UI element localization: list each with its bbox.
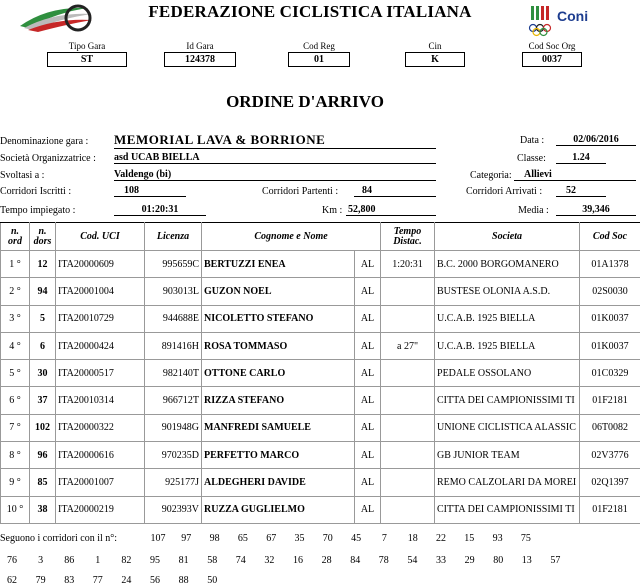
row-name: MANFREDI SAMUELE [202, 414, 355, 441]
table-row [1, 305, 640, 332]
row-name: RIZZA STEFANO [202, 387, 355, 414]
following-number: 24 [121, 575, 132, 586]
following-number: 16 [293, 555, 303, 566]
row-dors: 38 [30, 496, 56, 523]
row-societa: BUSTESE OLONIA A.S.D. [435, 278, 580, 305]
row-societa: B.C. 2000 BORGOMANERO [435, 251, 580, 278]
cod-soc-org-value: 0037 [522, 52, 582, 67]
row-dors: 102 [30, 414, 56, 441]
following-number: 97 [181, 533, 192, 544]
col-licenza: Licenza [145, 223, 202, 251]
row-licenza: 995659C [145, 251, 202, 278]
following-number: 82 [121, 555, 132, 566]
following-number: 35 [294, 533, 305, 544]
row-licenza: 982140T [145, 360, 202, 387]
row-name: ROSA TOMMASO [202, 332, 355, 359]
row-name: PERFETTO MARCO [202, 442, 355, 469]
row-dors: 6 [30, 332, 56, 359]
row-tempo: 1:20:31 [381, 251, 435, 278]
tempo-value: 01:20:31 [114, 204, 206, 216]
row-name: ALDEGHERI DAVIDE [202, 469, 355, 496]
table-row [1, 414, 640, 441]
following-number: 88 [178, 575, 189, 586]
row-naz: AL [355, 414, 381, 441]
row-ord: 7 ° [1, 414, 30, 441]
table-row [1, 387, 640, 414]
col-ord: n. ord [1, 223, 30, 251]
row-tempo [381, 360, 435, 387]
partenti-label: Corridori Partenti : [262, 186, 339, 197]
following-number: 1 [95, 555, 101, 566]
following-number: 86 [64, 555, 75, 566]
col-uci: Cod. UCI [56, 223, 145, 251]
row-uci: ITA20010314 [56, 387, 145, 414]
row-uci: ITA20001007 [56, 469, 145, 496]
id-gara-value: 124378 [164, 52, 236, 67]
following-number: 22 [436, 533, 446, 544]
categoria-label: Categoria: [470, 170, 512, 181]
row-uci: ITA20010729 [56, 305, 145, 332]
row-dors: 12 [30, 251, 56, 278]
km-value: 52,800 [346, 204, 436, 216]
row-uci: ITA20000219 [56, 496, 145, 523]
row-naz: AL [355, 442, 381, 469]
following-number: 56 [150, 575, 160, 586]
row-codsoc: 01C0329 [580, 360, 640, 387]
row-codsoc: 01F2181 [580, 496, 640, 523]
following-label: Seguono i corridori con il n°: [0, 533, 118, 544]
row-tempo [381, 442, 435, 469]
row-ord: 6 ° [1, 387, 30, 414]
tempo-label: Tempo impiegato : [0, 205, 76, 216]
following-number: 76 [7, 555, 17, 566]
row-tempo: a 27" [381, 332, 435, 359]
following-number: 65 [237, 533, 248, 544]
row-name: OTTONE CARLO [202, 360, 355, 387]
row-name: BERTUZZI ENEA [202, 251, 355, 278]
row-licenza: 902393V [145, 496, 202, 523]
row-dors: 96 [30, 442, 56, 469]
row-dors: 85 [30, 469, 56, 496]
row-societa: CITTA DEI CAMPIONISSIMI TI [435, 387, 580, 414]
cod-soc-org-label: Cod Soc Org [528, 41, 576, 51]
row-tempo [381, 469, 435, 496]
row-codsoc: 02V3776 [580, 442, 640, 469]
row-naz: AL [355, 469, 381, 496]
row-codsoc: 01A1378 [580, 251, 640, 278]
following-number: 33 [436, 555, 446, 566]
row-uci: ITA20000517 [56, 360, 145, 387]
following-number: 75 [520, 533, 531, 544]
coni-logo [527, 4, 587, 38]
following-number: 15 [464, 533, 475, 544]
row-tempo [381, 278, 435, 305]
row-codsoc: 01F2181 [580, 387, 640, 414]
cod-reg-label: Cod Reg [303, 41, 335, 51]
following-number: 50 [207, 575, 218, 586]
id-gara-label: Id Gara [186, 41, 214, 51]
following-number: 18 [407, 533, 418, 544]
following-number: 7 [381, 533, 387, 544]
row-naz: AL [355, 387, 381, 414]
row-societa: REMO CALZOLARI DA MOREI [435, 469, 580, 496]
denominazione-label: Denominazione gara : [0, 136, 89, 147]
table-row [1, 469, 640, 496]
tipo-gara-label: Tipo Gara [68, 41, 106, 51]
following-number: 79 [35, 575, 46, 586]
document-title: ORDINE D'ARRIVO [226, 92, 384, 111]
table-row [1, 496, 640, 523]
row-licenza: 970235D [145, 442, 202, 469]
iscritti-label: Corridori Iscritti : [0, 186, 72, 197]
row-naz: AL [355, 332, 381, 359]
row-ord: 8 ° [1, 442, 30, 469]
following-number: 13 [521, 555, 532, 566]
following-number: 58 [207, 555, 218, 566]
classe-value: 1.24 [556, 152, 606, 164]
row-uci: ITA20000616 [56, 442, 145, 469]
svolta-value: Valdengo (bi) [114, 169, 436, 181]
row-naz: AL [355, 360, 381, 387]
following-number: 81 [178, 555, 189, 566]
row-licenza: 903013L [145, 278, 202, 305]
row-name: NICOLETTO STEFANO [202, 305, 355, 332]
row-name: GUZON NOEL [202, 278, 355, 305]
col-nome: Cognome e Nome [202, 223, 381, 251]
cod-reg-value: 01 [288, 52, 350, 67]
table-row [1, 442, 640, 469]
following-number: 74 [235, 555, 246, 566]
row-codsoc: 06T0082 [580, 414, 640, 441]
row-name: RUZZA GUGLIELMO [202, 496, 355, 523]
societa-value: asd UCAB BIELLA [114, 152, 436, 164]
following-number: 80 [493, 555, 504, 566]
col-tempo: Tempo Distac. [381, 223, 435, 251]
row-tempo [381, 305, 435, 332]
denominazione-value: MEMORIAL LAVA & BORRIONE [114, 132, 436, 149]
following-number: 70 [322, 533, 333, 544]
following-number: 67 [266, 533, 277, 544]
tipo-gara-value: ST [47, 52, 127, 67]
coni-label: Coni [557, 8, 589, 24]
societa-label: Società Organizzatrice : [0, 153, 96, 164]
data-value: 02/06/2016 [556, 134, 636, 146]
following-number: 83 [64, 575, 75, 586]
data-label: Data : [520, 135, 545, 146]
arrivati-label: Corridori Arrivati : [466, 186, 543, 197]
row-codsoc: 02S0030 [580, 278, 640, 305]
following-number: 32 [264, 555, 275, 566]
cin-value: K [405, 52, 465, 67]
row-ord: 2 ° [1, 278, 30, 305]
row-tempo [381, 414, 435, 441]
row-societa: U.C.A.B. 1925 BIELLA [435, 332, 580, 359]
table-row [1, 251, 640, 278]
media-label: Media : [518, 205, 549, 216]
row-societa: GB JUNIOR TEAM [435, 442, 580, 469]
following-number: 78 [378, 555, 389, 566]
partenti-value: 84 [354, 185, 436, 197]
row-licenza: 891416H [145, 332, 202, 359]
row-ord: 9 ° [1, 469, 30, 496]
row-uci: ITA20000322 [56, 414, 145, 441]
km-label: Km : [322, 205, 343, 216]
row-naz: AL [355, 305, 381, 332]
row-societa: UNIONE CICLISTICA ALASSIC [435, 414, 580, 441]
row-codsoc: 01K0037 [580, 332, 640, 359]
following-number: 95 [150, 555, 160, 566]
row-tempo [381, 387, 435, 414]
table-row [1, 360, 640, 387]
row-codsoc: 02Q1397 [580, 469, 640, 496]
row-licenza: 944688E [145, 305, 202, 332]
table-row [1, 332, 640, 359]
following-number: 29 [464, 555, 475, 566]
classe-label: Classe: [517, 153, 546, 164]
row-licenza: 901948G [145, 414, 202, 441]
iscritti-value: 108 [114, 185, 186, 197]
arrivati-value: 52 [556, 185, 606, 197]
following-number: 57 [550, 555, 561, 566]
row-societa: CITTA DEI CAMPIONISSIMI TI [435, 496, 580, 523]
row-ord: 4 ° [1, 332, 30, 359]
following-number: 77 [92, 575, 103, 586]
row-ord: 3 ° [1, 305, 30, 332]
fci-logo [18, 2, 94, 32]
following-number: 54 [407, 555, 418, 566]
row-uci: ITA20001004 [56, 278, 145, 305]
row-societa: U.C.A.B. 1925 BIELLA [435, 305, 580, 332]
svolta-label: Svoltasi a : [0, 170, 45, 181]
col-dors: n. dors [30, 223, 56, 251]
row-dors: 30 [30, 360, 56, 387]
row-naz: AL [355, 251, 381, 278]
row-societa: PEDALE OSSOLANO [435, 360, 580, 387]
row-dors: 37 [30, 387, 56, 414]
following-number: 45 [351, 533, 362, 544]
row-uci: ITA20000424 [56, 332, 145, 359]
col-codsoc: Cod Soc [580, 223, 640, 251]
following-number: 93 [492, 533, 503, 544]
row-uci: ITA20000609 [56, 251, 145, 278]
following-number: 28 [321, 555, 332, 566]
following-number: 98 [209, 533, 220, 544]
row-dors: 94 [30, 278, 56, 305]
categoria-value: Allievi [514, 169, 636, 181]
following-number: 62 [7, 575, 17, 586]
media-value: 39,346 [556, 204, 636, 216]
row-ord: 10 ° [1, 496, 30, 523]
following-number: 107 [150, 533, 166, 544]
row-tempo [381, 496, 435, 523]
federation-title: FEDERAZIONE CICLISTICA ITALIANA [148, 2, 472, 21]
row-naz: AL [355, 278, 381, 305]
table-row [1, 278, 640, 305]
table-header [1, 223, 640, 251]
col-societa: Societa [435, 223, 580, 251]
row-naz: AL [355, 496, 381, 523]
row-codsoc: 01K0037 [580, 305, 640, 332]
row-licenza: 925177J [145, 469, 202, 496]
row-ord: 5 ° [1, 360, 30, 387]
row-licenza: 966712T [145, 387, 202, 414]
results-table [0, 222, 640, 524]
cin-label: Cin [428, 41, 442, 51]
row-dors: 5 [30, 305, 56, 332]
following-number: 3 [38, 555, 44, 566]
following-number: 84 [350, 555, 361, 566]
row-ord: 1 ° [1, 251, 30, 278]
